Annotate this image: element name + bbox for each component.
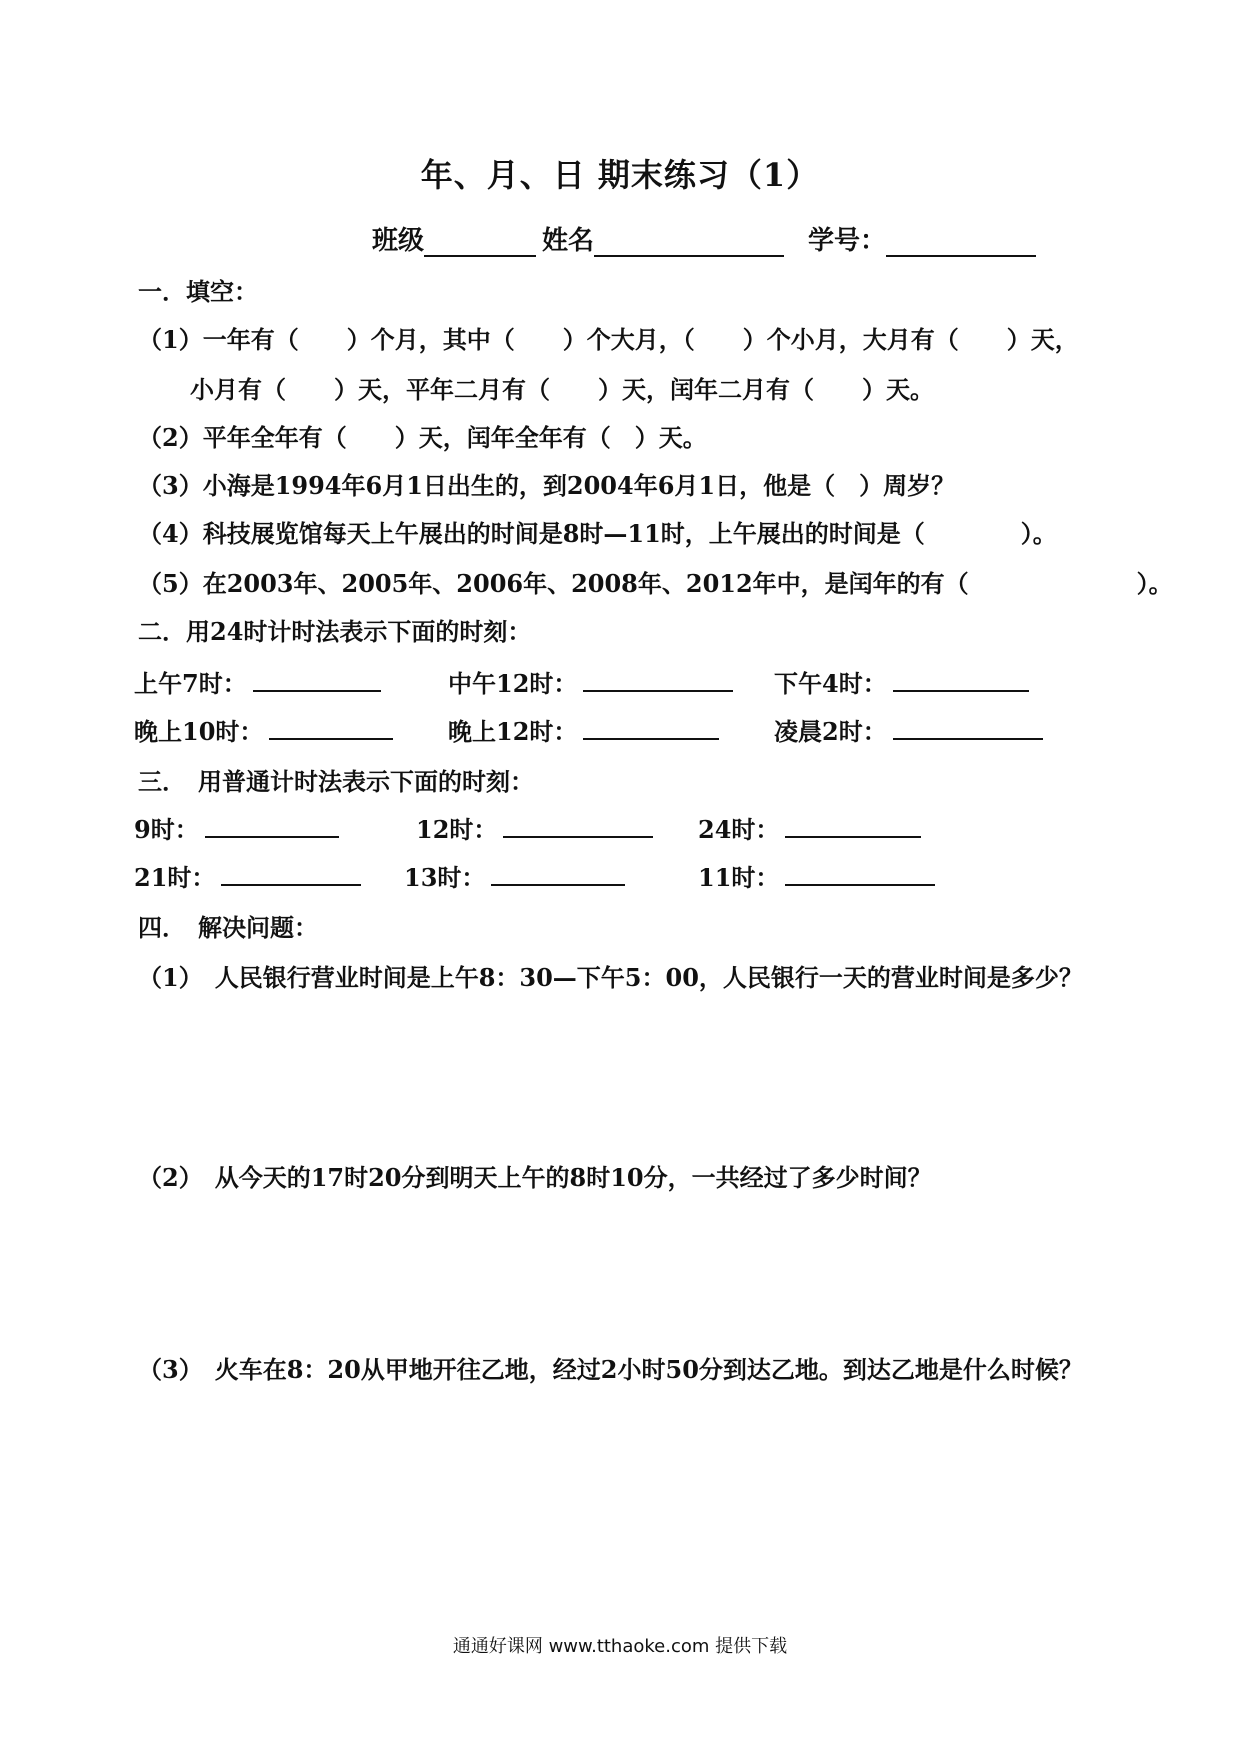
- answer-blank[interactable]: [221, 862, 361, 886]
- time-label: 13时：: [404, 863, 486, 892]
- section1-heading: 一．填空：: [138, 277, 258, 306]
- section4-heading: 四． 解决问题：: [138, 913, 318, 942]
- section2-item: [134, 664, 381, 699]
- section1-question-3: （3）小海是1994年6月1日出生的，到2004年6月1日，他是（ ）周岁？: [138, 471, 956, 500]
- answer-blank[interactable]: [893, 668, 1029, 692]
- class-blank[interactable]: [424, 229, 536, 257]
- section1-question-2: （2）平年全年有（ ）天，闰年全年有（ ）天。: [138, 423, 707, 452]
- section2-heading: 二．用24时计时法表示下面的时刻：: [138, 617, 532, 646]
- time-label: 11时：: [698, 863, 780, 892]
- page-title: 年、月、日 期末练习（1）: [420, 156, 820, 194]
- section3-item: [404, 858, 625, 893]
- section2-item: [448, 712, 719, 747]
- id-label: 学号：: [808, 226, 887, 256]
- footer-credit: 通通好课网 www.tthaoke.com 提供下载: [452, 1636, 788, 1657]
- section3-item: [698, 810, 921, 845]
- time-label: 9时：: [134, 815, 199, 844]
- answer-blank[interactable]: [253, 668, 381, 692]
- name-blank[interactable]: [594, 229, 784, 257]
- section3-item: [416, 810, 653, 845]
- time-label: 晚上10时：: [134, 717, 264, 746]
- section2-item: [774, 712, 1043, 747]
- time-label: 21时：: [134, 863, 216, 892]
- section3-item: [134, 858, 361, 893]
- answer-blank[interactable]: [583, 716, 719, 740]
- section1-question-1-line2: 小月有（ ）天，平年二月有（ ）天，闰年二月有（ ）天。: [190, 375, 934, 404]
- section4-question-1: （1） 人民银行营业时间是上午8：30—下午5：00，人民银行一天的营业时间是多少？: [138, 963, 1083, 992]
- section1-question-4: （4）科技展览馆每天上午展出的时间是8时—11时，上午展出的时间是（ ）。: [138, 519, 1057, 548]
- section4-question-2: （2） 从今天的17时20分到明天上午的8时10分，一共经过了多少时间？: [138, 1163, 932, 1192]
- class-label: 班级: [372, 226, 425, 256]
- section2-item: [134, 712, 393, 747]
- time-label: 凌晨2时：: [774, 717, 887, 746]
- answer-blank[interactable]: [893, 716, 1043, 740]
- answer-blank[interactable]: [503, 814, 653, 838]
- time-label: 晚上12时：: [448, 717, 578, 746]
- section3-item: [698, 858, 935, 893]
- section2-item: [774, 664, 1029, 699]
- section2-item: [448, 664, 733, 699]
- answer-blank[interactable]: [785, 814, 921, 838]
- answer-blank[interactable]: [269, 716, 393, 740]
- student-info-row: [372, 220, 1042, 257]
- answer-blank[interactable]: [583, 668, 733, 692]
- name-label: 姓名: [542, 226, 595, 256]
- time-label: 24时：: [698, 815, 780, 844]
- section1-question-1-line1: （1）一年有（ ）个月，其中（ ）个大月，（ ）个小月，大月有（ ）天，: [138, 325, 1079, 354]
- time-label: 下午4时：: [774, 669, 887, 698]
- time-label: 12时：: [416, 815, 498, 844]
- time-label: 中午12时：: [448, 669, 578, 698]
- section4-question-3: （3） 火车在8：20从甲地开往乙地，经过2小时50分到达乙地。到达乙地是什么时候？: [138, 1355, 1083, 1384]
- time-label: 上午7时：: [134, 669, 247, 698]
- section3-heading: 三． 用普通计时法表示下面的时刻：: [138, 767, 534, 796]
- section1-question-5: （5）在2003年、2005年、2006年、2008年、2012年中，是闰年的有（ ）。: [138, 569, 1173, 598]
- answer-blank[interactable]: [205, 814, 339, 838]
- id-blank[interactable]: [886, 229, 1036, 257]
- section3-item: [134, 810, 339, 845]
- answer-blank[interactable]: [491, 862, 625, 886]
- answer-blank[interactable]: [785, 862, 935, 886]
